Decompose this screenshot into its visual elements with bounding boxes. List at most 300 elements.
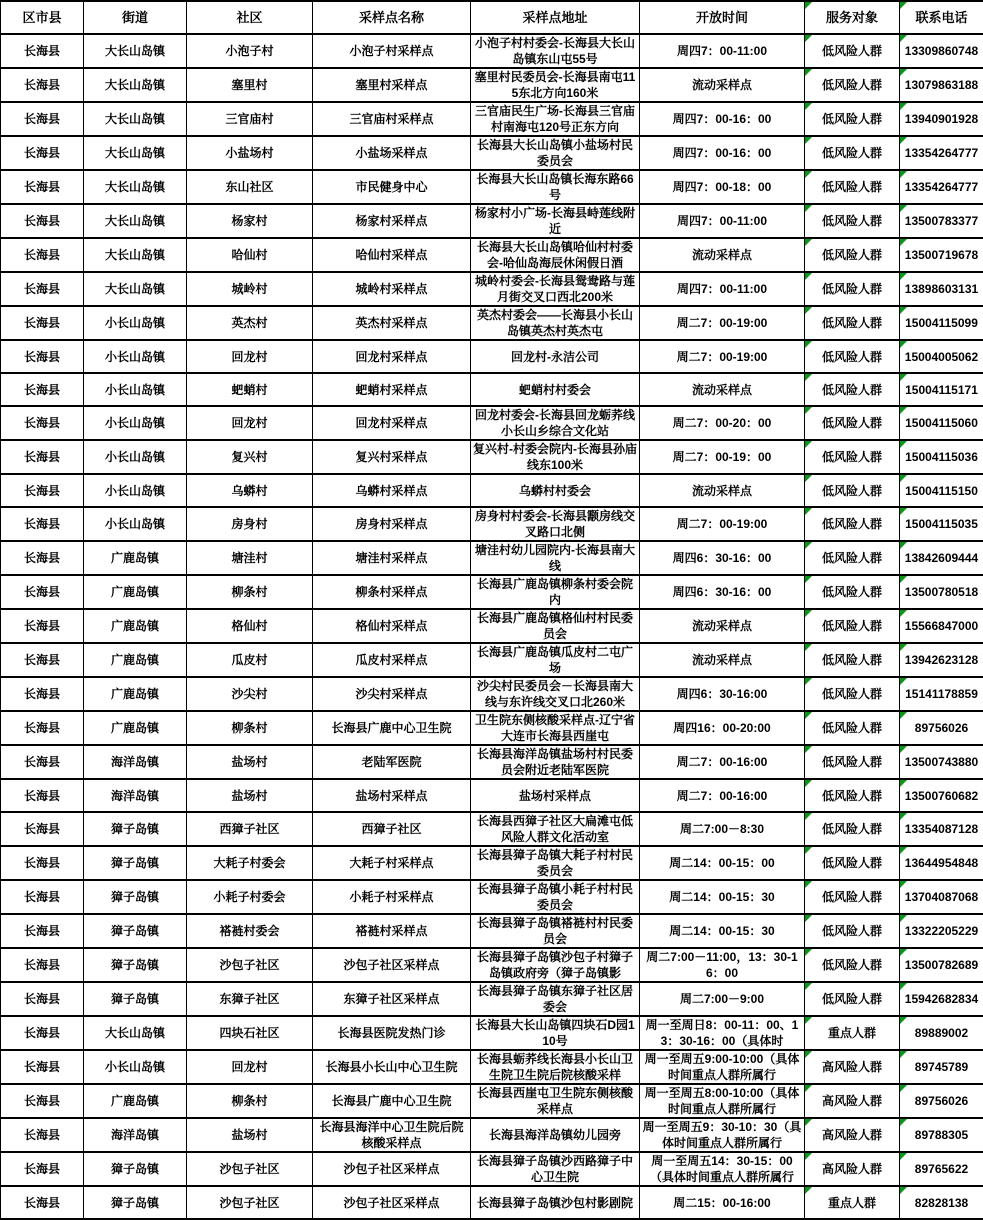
cell-service-target (805, 575, 900, 609)
table-row (1, 677, 983, 711)
cell-site-name (313, 1186, 471, 1219)
cell-site-address (471, 406, 640, 440)
cell-service-target (805, 102, 900, 136)
cell-value: 乌蟒村采样点 (315, 483, 468, 499)
cell-street (84, 1016, 187, 1050)
table-row (1, 1186, 983, 1219)
cell-value: 长海县西崖屯卫生院东侧核酸采样点 (473, 1085, 637, 1117)
table-row (1, 272, 983, 306)
text-format-flag-triangle-icon (805, 441, 812, 448)
cell-site-address (471, 948, 640, 982)
cell-value: 低风险人群 (807, 213, 897, 229)
cell-street (84, 677, 187, 711)
text-format-flag-triangle-icon (900, 1051, 907, 1058)
cell-value: 13500782689 (902, 957, 981, 973)
cell-site-address (471, 1050, 640, 1084)
cell-value: 塞里村采样点 (315, 77, 468, 93)
column-header-label: 采样点地址 (473, 10, 637, 25)
cell-site-name (313, 170, 471, 204)
cell-value: 周四7：00-11:00 (642, 281, 802, 297)
cell-site-address (471, 136, 640, 170)
cell-open-hours (640, 1016, 805, 1050)
text-format-flag-triangle-icon (900, 407, 907, 414)
table-row (1, 1016, 983, 1050)
cell-street (84, 1118, 187, 1152)
cell-value: 大长山岛镇 (86, 43, 184, 59)
cell-value: 三官庙村 (189, 111, 310, 127)
text-format-flag-triangle-icon (805, 610, 812, 617)
cell-value: 流动采样点 (642, 247, 802, 263)
cell-site-address (471, 272, 640, 306)
cell-value: 低风险人群 (807, 483, 897, 499)
cell-value: 沙包子社区 (189, 1195, 310, 1211)
cell-site-address (471, 1152, 640, 1186)
cell-phone (900, 948, 983, 982)
cell-open-hours (640, 204, 805, 238)
cell-site-name (313, 677, 471, 711)
cell-site-address (471, 238, 640, 272)
cell-value: 回龙村 (189, 1059, 310, 1075)
cell-value: 西獐子社区 (315, 821, 468, 837)
text-format-flag-triangle-icon (900, 374, 907, 381)
cell-site-name (313, 204, 471, 238)
cell-value: 13940901928 (902, 111, 981, 127)
cell-site-name (313, 474, 471, 507)
cell-service-target (805, 204, 900, 238)
cell-phone (900, 373, 983, 406)
text-format-flag-triangle-icon (805, 307, 812, 314)
cell-value: 房身村村委会-长海县颥房线交叉路口北侧 (473, 508, 637, 540)
cell-value: 小泡子村村委会-长海县大长山岛镇东山屯55号 (473, 35, 637, 67)
cell-open-hours (640, 440, 805, 474)
table-row (1, 846, 983, 880)
cell-value: 低风险人群 (807, 618, 897, 634)
cell-community (187, 948, 313, 982)
cell-street (84, 507, 187, 541)
text-format-flag-triangle-icon (900, 239, 907, 246)
cell-value: 周二14：00-15：30 (642, 923, 802, 939)
cell-value: 周一至周五9：30-10：30（具体时间重点人群所属行 (642, 1119, 802, 1151)
cell-district (1, 745, 84, 779)
cell-service-target (805, 1050, 900, 1084)
cell-street (84, 1152, 187, 1186)
cell-value: 小长山岛镇 (86, 1059, 184, 1075)
cell-site-name (313, 306, 471, 340)
cell-value: 周四7：00-11:00 (642, 213, 802, 229)
cell-service-target (805, 812, 900, 846)
cell-community (187, 745, 313, 779)
text-format-flag-triangle-icon (805, 137, 812, 144)
cell-value: 小长山岛镇 (86, 483, 184, 499)
cell-value: 小长山岛镇 (86, 449, 184, 465)
cell-value: 房身村采样点 (315, 516, 468, 532)
cell-value: 小耗子村采样点 (315, 889, 468, 905)
cell-value: 格仙村采样点 (315, 618, 468, 634)
cell-open-hours (640, 1186, 805, 1219)
cell-value: 长海县广鹿岛镇瓜皮村二屯广场 (473, 644, 637, 676)
cell-value: 13704087068 (902, 889, 981, 905)
text-format-flag-triangle-icon (805, 678, 812, 685)
text-format-flag-triangle-icon (900, 983, 907, 990)
cell-street (84, 880, 187, 914)
cell-phone (900, 914, 983, 948)
cell-value: 海洋岛镇 (86, 1127, 184, 1143)
cell-site-name (313, 406, 471, 440)
cell-value: 长海县大长山岛镇哈仙村村委会-哈仙岛海辰休闲假日酒 (473, 239, 637, 271)
table-row (1, 745, 983, 779)
cell-value: 盐场村 (189, 788, 310, 804)
cell-value: 低风险人群 (807, 415, 897, 431)
cell-value: 长海县 (3, 1093, 81, 1109)
cell-value: 82828138 (902, 1195, 981, 1211)
cell-value: 低风险人群 (807, 281, 897, 297)
cell-service-target (805, 340, 900, 373)
text-format-flag-triangle-icon (805, 644, 812, 651)
cell-value: 大长山岛镇 (86, 1025, 184, 1041)
cell-site-name (313, 1118, 471, 1152)
cell-community (187, 711, 313, 745)
cell-phone (900, 170, 983, 204)
cell-site-name (313, 34, 471, 68)
cell-street (84, 948, 187, 982)
cell-site-name (313, 440, 471, 474)
column-header-district (1, 1, 84, 34)
cell-community (187, 204, 313, 238)
cell-site-address (471, 541, 640, 575)
text-format-flag-triangle-icon (900, 712, 907, 719)
cell-value: 小长山岛镇 (86, 382, 184, 398)
cell-street (84, 643, 187, 677)
cell-district (1, 102, 84, 136)
cell-service-target (805, 880, 900, 914)
column-header-label: 服务对象 (807, 10, 897, 25)
cell-value: 高风险人群 (807, 1127, 897, 1143)
cell-site-address (471, 880, 640, 914)
text-format-flag-triangle-icon (805, 1017, 812, 1024)
cell-open-hours (640, 507, 805, 541)
text-format-flag-triangle-icon (805, 171, 812, 178)
cell-service-target (805, 914, 900, 948)
cell-value: 盐场村 (189, 754, 310, 770)
cell-phone (900, 1152, 983, 1186)
cell-site-address (471, 68, 640, 102)
cell-value: 周四6：30-16：00 (642, 550, 802, 566)
cell-site-address (471, 373, 640, 406)
text-format-flag-triangle-icon (900, 542, 907, 549)
cell-value: 蚆蛸村采样点 (315, 382, 468, 398)
cell-value: 13079863188 (902, 77, 981, 93)
cell-value: 三官庙村采样点 (315, 111, 468, 127)
cell-street (84, 204, 187, 238)
cell-value: 广鹿岛镇 (86, 584, 184, 600)
cell-value: 长海县广鹿岛镇格仙村村民委员会 (473, 610, 637, 642)
cell-community (187, 440, 313, 474)
cell-value: 长海县 (3, 957, 81, 973)
cell-site-address (471, 914, 640, 948)
cell-value: 小泡子村采样点 (315, 43, 468, 59)
cell-open-hours (640, 68, 805, 102)
column-header-label: 区市县 (3, 10, 81, 25)
cell-value: 周一至周五14：30-15：00（具体时间重点人群所属行 (642, 1153, 802, 1185)
cell-value: 低风险人群 (807, 720, 897, 736)
cell-site-name (313, 914, 471, 948)
cell-service-target (805, 68, 900, 102)
cell-service-target (805, 745, 900, 779)
text-format-flag-triangle-icon (805, 983, 812, 990)
cell-value: 高风险人群 (807, 1059, 897, 1075)
cell-phone (900, 507, 983, 541)
cell-value: 长海县 (3, 77, 81, 93)
table-row (1, 373, 983, 406)
cell-district (1, 306, 84, 340)
cell-value: 周二7:00－9:00 (642, 991, 802, 1007)
cell-value: 长海县 (3, 349, 81, 365)
cell-district (1, 880, 84, 914)
cell-value: 广鹿岛镇 (86, 1093, 184, 1109)
cell-value: 市民健身中心 (315, 179, 468, 195)
cell-value: 房身村 (189, 516, 310, 532)
cell-community (187, 1050, 313, 1084)
cell-community (187, 170, 313, 204)
text-format-flag-triangle-icon (900, 949, 907, 956)
cell-phone (900, 812, 983, 846)
cell-community (187, 507, 313, 541)
cell-open-hours (640, 711, 805, 745)
text-format-flag-triangle-icon (900, 1187, 907, 1194)
cell-value: 长海县 (3, 889, 81, 905)
text-format-flag-triangle-icon (900, 915, 907, 922)
cell-value: 89756026 (902, 1093, 981, 1109)
cell-site-name (313, 102, 471, 136)
cell-street (84, 1050, 187, 1084)
cell-value: 13500719678 (902, 247, 981, 263)
column-header-site-address (471, 1, 640, 34)
cell-value: 长海县 (3, 281, 81, 297)
cell-value: 低风险人群 (807, 889, 897, 905)
text-format-flag-triangle-icon (900, 205, 907, 212)
cell-value: 瓜皮村 (189, 652, 310, 668)
cell-value: 15141178859 (902, 686, 981, 702)
cell-site-name (313, 1016, 471, 1050)
cell-service-target (805, 170, 900, 204)
cell-value: 周一至周五8:00-10:00（具体时间重点人群所属行 (642, 1085, 802, 1117)
cell-site-name (313, 846, 471, 880)
cell-service-target (805, 34, 900, 68)
cell-site-address (471, 745, 640, 779)
cell-value: 回龙村-永洁公司 (473, 349, 637, 365)
cell-site-address (471, 1186, 640, 1219)
cell-value: 长海县 (3, 382, 81, 398)
text-format-flag-triangle-icon (805, 881, 812, 888)
table-row (1, 474, 983, 507)
cell-service-target (805, 1084, 900, 1118)
cell-value: 獐子岛镇 (86, 923, 184, 939)
cell-phone (900, 643, 983, 677)
cell-district (1, 779, 84, 812)
cell-value: 柳条村采样点 (315, 584, 468, 600)
cell-value: 广鹿岛镇 (86, 652, 184, 668)
cell-community (187, 306, 313, 340)
cell-value: 长海县大长山岛镇长海东路66号 (473, 171, 637, 203)
table-row (1, 440, 983, 474)
cell-community (187, 880, 313, 914)
text-format-flag-triangle-icon (805, 1085, 812, 1092)
cell-value: 周二7:00－8:30 (642, 821, 802, 837)
table-row (1, 1118, 983, 1152)
cell-open-hours (640, 340, 805, 373)
cell-value: 低风险人群 (807, 652, 897, 668)
cell-street (84, 812, 187, 846)
table-row (1, 609, 983, 643)
cell-value: 沙尖村采样点 (315, 686, 468, 702)
text-format-flag-triangle-icon (805, 780, 812, 787)
cell-open-hours (640, 745, 805, 779)
cell-open-hours (640, 474, 805, 507)
cell-value: 长海县西獐子社区大扁滩屯低风险人群文化活动室 (473, 813, 637, 845)
cell-value: 长海县 (3, 179, 81, 195)
cell-value: 褡裢村委会 (189, 923, 310, 939)
cell-phone (900, 541, 983, 575)
cell-district (1, 1016, 84, 1050)
cell-district (1, 34, 84, 68)
cell-value: 89765622 (902, 1161, 981, 1177)
cell-site-address (471, 440, 640, 474)
cell-value: 小长山岛镇 (86, 516, 184, 532)
cell-value: 沙包子社区采样点 (315, 957, 468, 973)
cell-value: 周一至周日8：00-11：00、13：30-16：00（具体时 (642, 1017, 802, 1049)
table-row (1, 880, 983, 914)
cell-district (1, 846, 84, 880)
cell-value: 周二7:00－11:00，13：30-16：00 (642, 949, 802, 981)
cell-service-target (805, 1016, 900, 1050)
cell-district (1, 812, 84, 846)
cell-value: 大长山岛镇 (86, 247, 184, 263)
cell-value: 89788305 (902, 1127, 981, 1143)
cell-value: 长海县 (3, 247, 81, 263)
cell-value: 13354264777 (902, 145, 981, 161)
cell-site-address (471, 204, 640, 238)
cell-site-name (313, 609, 471, 643)
table-row (1, 575, 983, 609)
cell-community (187, 1186, 313, 1219)
cell-value: 沙尖村民委员会－长海县南大线与东许线交叉口北260米 (473, 678, 637, 710)
cell-value: 哈仙村采样点 (315, 247, 468, 263)
cell-district (1, 575, 84, 609)
cell-service-target (805, 440, 900, 474)
cell-community (187, 102, 313, 136)
cell-value: 低风险人群 (807, 957, 897, 973)
cell-value: 15004115035 (902, 516, 981, 532)
cell-value: 回龙村采样点 (315, 349, 468, 365)
text-format-flag-triangle-icon (900, 475, 907, 482)
cell-value: 长海县 (3, 686, 81, 702)
cell-street (84, 340, 187, 373)
cell-value: 周二14：00-15：30 (642, 889, 802, 905)
cell-value: 哈仙村 (189, 247, 310, 263)
cell-phone (900, 204, 983, 238)
text-format-flag-triangle-icon (900, 1119, 907, 1126)
text-format-flag-triangle-icon (900, 137, 907, 144)
cell-street (84, 170, 187, 204)
cell-district (1, 914, 84, 948)
cell-community (187, 643, 313, 677)
cell-value: 盐场村 (189, 1127, 310, 1143)
text-format-flag-triangle-icon (805, 374, 812, 381)
cell-phone (900, 575, 983, 609)
text-format-flag-triangle-icon (900, 1085, 907, 1092)
cell-site-address (471, 779, 640, 812)
cell-site-address (471, 1016, 640, 1050)
cell-phone (900, 1118, 983, 1152)
cell-community (187, 1016, 313, 1050)
cell-value: 长海县 (3, 991, 81, 1007)
cell-value: 13322205229 (902, 923, 981, 939)
cell-district (1, 677, 84, 711)
cell-value: 英杰村采样点 (315, 315, 468, 331)
cell-district (1, 238, 84, 272)
cell-value: 獐子岛镇 (86, 889, 184, 905)
cell-service-target (805, 1152, 900, 1186)
cell-value: 长海县 (3, 720, 81, 736)
cell-service-target (805, 406, 900, 440)
cell-phone (900, 1084, 983, 1118)
cell-service-target (805, 306, 900, 340)
cell-phone (900, 846, 983, 880)
cell-value: 柳条村 (189, 720, 310, 736)
cell-value: 低风险人群 (807, 516, 897, 532)
cell-open-hours (640, 982, 805, 1016)
cell-phone (900, 1016, 983, 1050)
cell-street (84, 102, 187, 136)
cell-district (1, 272, 84, 306)
text-format-flag-triangle-icon (805, 407, 812, 414)
cell-district (1, 204, 84, 238)
cell-value: 柳条村 (189, 1093, 310, 1109)
cell-value: 小长山岛镇 (86, 349, 184, 365)
cell-street (84, 136, 187, 170)
cell-open-hours (640, 238, 805, 272)
cell-value: 杨家村 (189, 213, 310, 229)
cell-value: 15004115171 (902, 382, 981, 398)
cell-service-target (805, 779, 900, 812)
cell-value: 广鹿岛镇 (86, 618, 184, 634)
cell-site-address (471, 609, 640, 643)
cell-service-target (805, 272, 900, 306)
cell-value: 长海县獐子岛镇沙包村影剧院 (473, 1195, 637, 1211)
cell-community (187, 136, 313, 170)
cell-value: 獐子岛镇 (86, 991, 184, 1007)
cell-value: 海洋岛镇 (86, 788, 184, 804)
cell-value: 沙尖村 (189, 686, 310, 702)
text-format-flag-triangle-icon (805, 813, 812, 820)
text-format-flag-triangle-icon (805, 1153, 812, 1160)
cell-phone (900, 880, 983, 914)
cell-value: 盐场村采样点 (315, 788, 468, 804)
text-format-flag-triangle-icon (900, 678, 907, 685)
cell-site-name (313, 711, 471, 745)
cell-value: 英杰村委会——长海县小长山岛镇英杰村英杰屯 (473, 307, 637, 339)
text-format-flag-triangle-icon (900, 441, 907, 448)
cell-street (84, 745, 187, 779)
cell-value: 杨家村采样点 (315, 213, 468, 229)
text-format-flag-triangle-icon (805, 949, 812, 956)
cell-open-hours (640, 541, 805, 575)
cell-value: 长海县 (3, 550, 81, 566)
cell-district (1, 340, 84, 373)
cell-site-name (313, 880, 471, 914)
column-header-label: 街道 (86, 10, 184, 25)
cell-street (84, 1084, 187, 1118)
